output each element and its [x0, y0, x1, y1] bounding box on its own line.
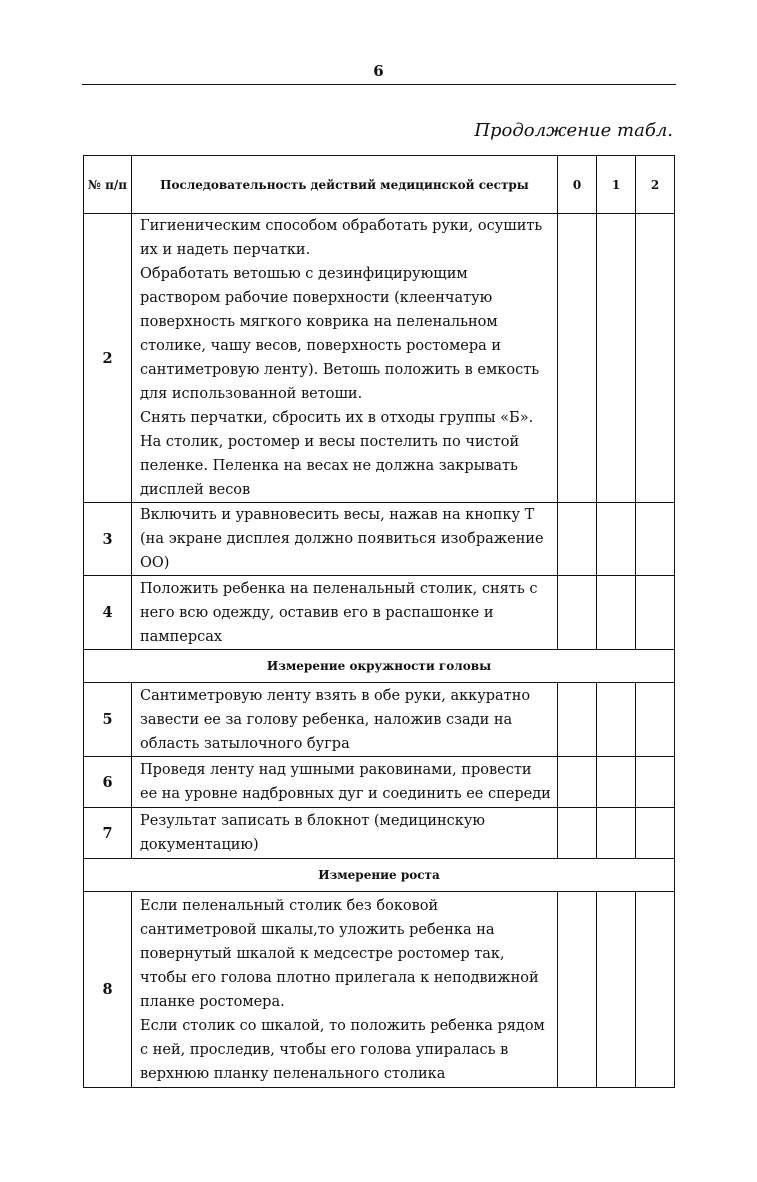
row-action [132, 683, 558, 757]
header-score-1: 1 [597, 156, 636, 214]
score-cell-2 [636, 683, 675, 757]
row-action [132, 757, 558, 808]
header-num: № п/п [84, 156, 132, 214]
row-number: 6 [84, 757, 132, 808]
action-paragraph: Положить ребенка на пеленальный столик, снять с него всю одежду, оставив его в распашонке и памперсах [140, 580, 538, 645]
row-number: 8 [84, 892, 132, 1088]
score-cell-0 [558, 576, 597, 650]
row-number: 2 [84, 214, 132, 503]
table-row [84, 576, 675, 650]
header-score-0: 0 [558, 156, 597, 214]
section-title-head-circumference: Измерение окружности головы [84, 650, 675, 683]
procedure-table [83, 155, 675, 1088]
score-cell-1 [597, 503, 636, 576]
section-row [84, 650, 675, 683]
score-cell-1 [597, 576, 636, 650]
action-paragraph: Результат записать в блокнот (медицинскую документацию) [140, 813, 485, 853]
score-cell-1 [597, 683, 636, 757]
row-number: 3 [84, 503, 132, 576]
score-cell-1 [597, 892, 636, 1088]
row-number: 7 [84, 808, 132, 859]
score-cell-2 [636, 757, 675, 808]
table-header-row [84, 156, 675, 214]
row-action [132, 576, 558, 650]
row-number: 5 [84, 683, 132, 757]
table-row [84, 892, 675, 1088]
score-cell-2 [636, 892, 675, 1088]
row-action [132, 503, 558, 576]
row-action [132, 892, 558, 1088]
score-cell-0 [558, 683, 597, 757]
score-cell-0 [558, 214, 597, 503]
score-cell-0 [558, 808, 597, 859]
score-cell-2 [636, 808, 675, 859]
score-cell-2 [636, 214, 675, 503]
score-cell-0 [558, 503, 597, 576]
section-row [84, 859, 675, 892]
action-paragraph: Если столик со шкалой, то положить ребенка рядом с ней, проследив, чтобы его голова упиралась в верхнюю планку пеленального столика [140, 1017, 545, 1082]
row-number: 4 [84, 576, 132, 650]
score-cell-1 [597, 214, 636, 503]
score-cell-2 [636, 503, 675, 576]
row-action [132, 214, 558, 503]
action-paragraph: Сантиметровую ленту взять в обе руки, аккуратно завести ее за голову ребенка, наложив сзади на область затылочного бугра [140, 687, 531, 752]
table-continuation-label: Продолжение табл. [474, 120, 673, 141]
action-paragraph: Проведя ленту над ушными раковинами, провести ее на уровне надбровных дуг и соединить ее спереди [140, 762, 551, 802]
table-row [84, 808, 675, 859]
action-paragraph: Обработать ветошью с дезинфицирующим раствором рабочие поверхности (клеенчатую поверхность мягкого коврика на пеленальном столике, чашу весов, поверхность ростомера и сантиметровую ленту). Ветошь положить в емкость для использованной ветоши. [140, 266, 540, 402]
score-cell-0 [558, 892, 597, 1088]
action-paragraph: Снять перчатки, сбросить их в отходы группы «Б». На столик, ростомер и весы постелить по чистой пеленке. Пеленка на весах не должна закрывать дисплей весов [140, 410, 534, 498]
score-cell-0 [558, 757, 597, 808]
table-row [84, 757, 675, 808]
section-title-height: Измерение роста [84, 859, 675, 892]
action-paragraph: Гигиеническим способом обработать руки, осушить их и надеть перчатки. [140, 218, 543, 258]
table-row [84, 503, 675, 576]
action-paragraph: Включить и уравновесить весы, нажав на кнопку Т (на экране дисплея должно появиться изображение ОО) [140, 507, 544, 571]
table-row [84, 214, 675, 503]
header-score-2: 2 [636, 156, 675, 214]
score-cell-1 [597, 808, 636, 859]
header-rule [82, 84, 676, 85]
table-row [84, 683, 675, 757]
header-action: Последовательность действий медицинской сестры [132, 156, 558, 214]
row-action [132, 808, 558, 859]
page-number: 6 [373, 62, 384, 80]
action-paragraph: Если пеленальный столик без боковой сантиметровой шкалы,то уложить ребенка на повернутый шкалой к медсестре ростомер так, чтобы его голова плотно прилегала к неподвижной планке ростомера. [140, 897, 539, 1010]
score-cell-2 [636, 576, 675, 650]
score-cell-1 [597, 757, 636, 808]
